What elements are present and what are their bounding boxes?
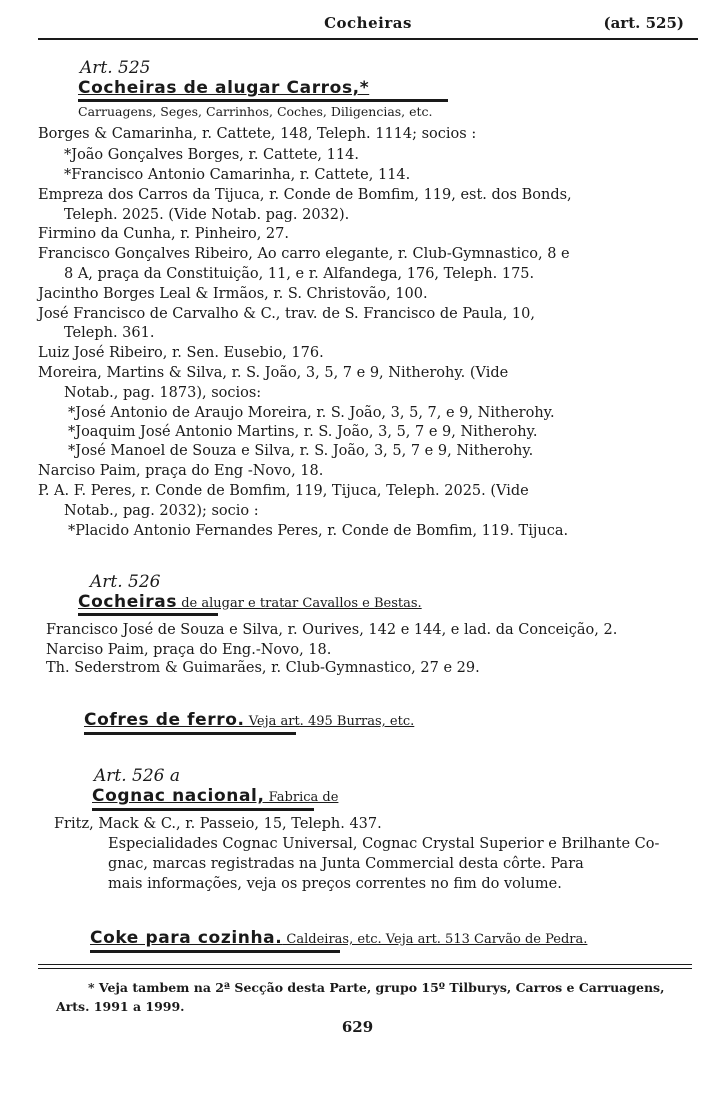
entry-line: Jacintho Borges Leal & Irmãos, r. S. Christovão, 100. [38, 286, 428, 302]
entry-line: Narciso Paim, praça do Eng.-Novo, 18. [46, 642, 332, 658]
entry-line: 8 A, praça da Constituição, 11, e r. Alfandega, 176, Teleph. 175. [64, 266, 535, 282]
entry-line: *João Gonçalves Borges, r. Cattete, 114. [64, 147, 359, 163]
header-rule [38, 38, 698, 40]
entry-line: José Francisco de Carvalho & C., trav. de S. Francisco de Paula, 10, [38, 306, 535, 322]
article-number: Art. 526 [90, 572, 161, 592]
section-subtitle: Carruagens, Seges, Carrinhos, Coches, Diligencias, etc. [78, 104, 433, 119]
entry-line: Teleph. 2025. (Vide Notab. pag. 2032). [64, 207, 350, 223]
article-number: Art. 525 [80, 58, 151, 78]
header-title: Cocheiras [324, 14, 412, 32]
entry-line: Francisco Gonçalves Ribeiro, Ao carro elegante, r. Club-Gymnastico, 8 e [38, 246, 570, 262]
heading-underline [90, 950, 340, 953]
entry-line: Firmino da Cunha, r. Pinheiro, 27. [38, 226, 289, 242]
footnote-rule [38, 964, 692, 965]
section-heading: Cognac nacional, Fabrica de [92, 786, 339, 806]
entry-line: Luiz José Ribeiro, r. Sen. Eusebio, 176. [38, 345, 324, 361]
footnote-line: * Veja tambem na 2ª Secção desta Parte, grupo 15º Tilburys, Carros e Carruagens, [88, 980, 665, 995]
section-heading: Coke para cozinha. Caldeiras, etc. Veja art. 513 Carvão de Pedra. [90, 928, 588, 948]
header-article-ref: (art. 525) [603, 14, 684, 32]
heading-underline [84, 732, 296, 735]
entry-line: mais informações, veja os preços correntes no fim do volume. [108, 876, 562, 892]
entry-line: Th. Sederstrom & Guimarães, r. Club-Gymnastico, 27 e 29. [46, 660, 480, 676]
entry-line: gnac, marcas registradas na Junta Commercial desta côrte. Para [108, 856, 584, 872]
entry-line: Moreira, Martins & Silva, r. S. João, 3, 5, 7 e 9, Nitherohy. (Vide [38, 365, 509, 381]
article-number: Art. 526 a [94, 766, 181, 786]
heading-underline [78, 99, 448, 102]
heading-underline [92, 808, 314, 811]
footnote-line: Arts. 1991 a 1999. [56, 999, 185, 1014]
heading-underline [78, 613, 218, 616]
entry-line: Francisco José de Souza e Silva, r. Ourives, 142 e 144, e lad. da Conceição, 2. [46, 622, 618, 638]
entry-line: *José Antonio de Araujo Moreira, r. S. João, 3, 5, 7, e 9, Nitherohy. [68, 405, 555, 421]
page-number: 629 [341, 1018, 374, 1036]
entry-line: Notab., pag. 2032); socio : [64, 503, 259, 519]
entry-line: Teleph. 361. [64, 325, 155, 341]
entry-line: P. A. F. Peres, r. Conde de Bomfim, 119, Tijuca, Teleph. 2025. (Vide [38, 483, 529, 499]
entry-line: Especialidades Cognac Universal, Cognac Crystal Superior e Brilhante Co- [108, 836, 660, 852]
footnote-rule [38, 968, 692, 969]
entry-line: *Placido Antonio Fernandes Peres, r. Conde de Bomfim, 119. Tijuca. [68, 523, 569, 539]
entry-line: *Joaquim José Antonio Martins, r. S. João, 3, 5, 7 e 9, Nitherohy. [68, 424, 538, 440]
entry-line: Notab., pag. 1873), socios: [64, 385, 262, 401]
running-header [38, 14, 698, 36]
section-heading: Cocheiras de alugar Carros,* [78, 78, 370, 98]
entry-line: Fritz, Mack & C., r. Passeio, 15, Teleph. 437. [54, 816, 382, 832]
section-heading: Cocheiras de alugar e tratar Cavallos e Bestas. [78, 592, 422, 612]
entry-line: Borges & Camarinha, r. Cattete, 148, Teleph. 1114; socios : [38, 126, 477, 142]
entry-line: Narciso Paim, praça do Eng -Novo, 18. [38, 463, 324, 479]
entry-line: Empreza dos Carros da Tijuca, r. Conde de Bomfim, 119, est. dos Bonds, [38, 187, 572, 203]
section-heading: Cofres de ferro. Veja art. 495 Burras, etc. [84, 710, 415, 730]
entry-line: *Francisco Antonio Camarinha, r. Cattete, 114. [64, 167, 411, 183]
entry-line: *José Manoel de Souza e Silva, r. S. João, 3, 5, 7 e 9, Nitherohy. [68, 443, 534, 459]
